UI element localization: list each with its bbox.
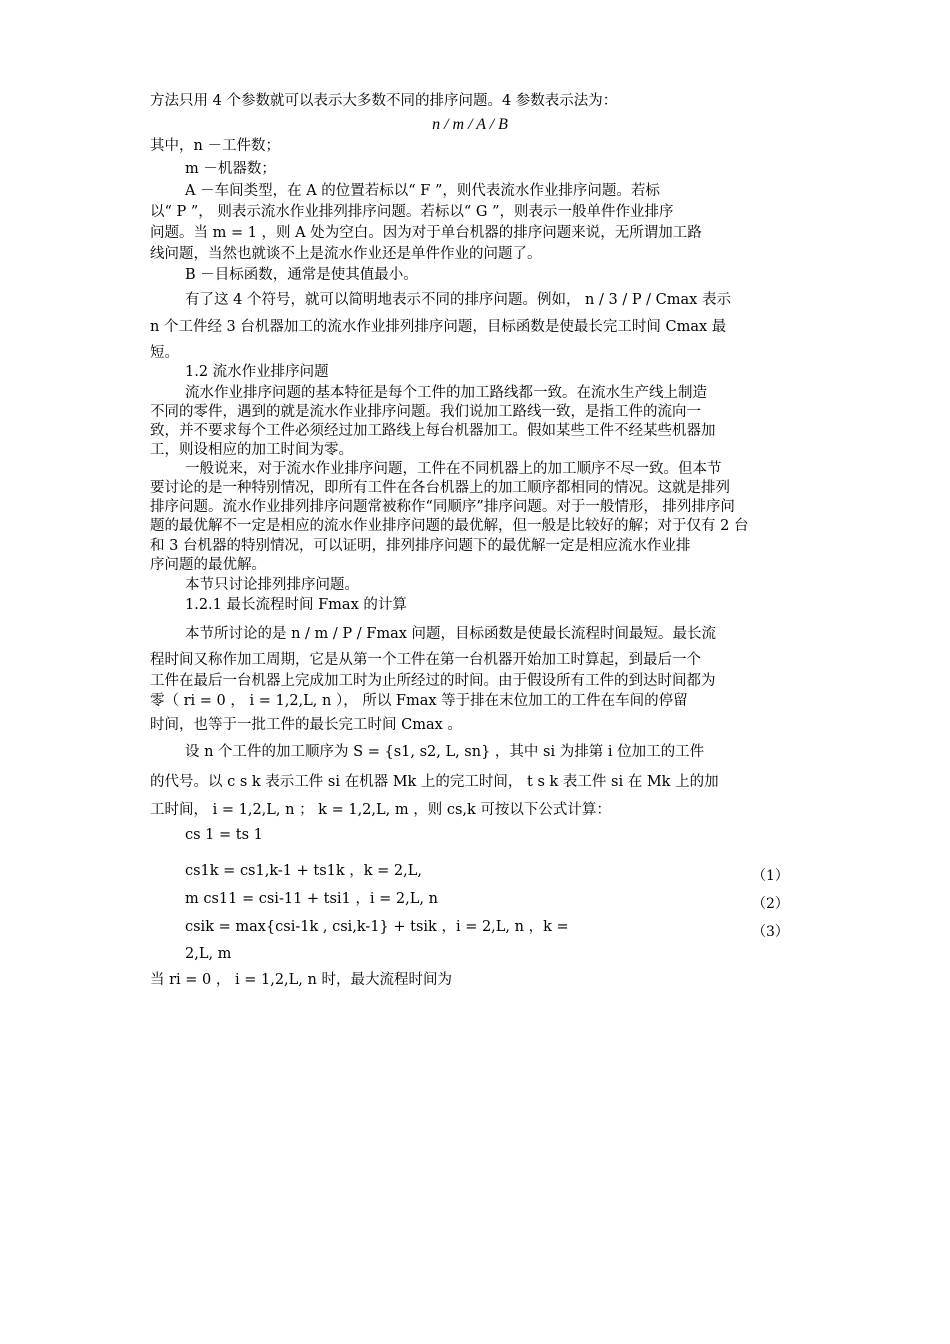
text-line: 时间，也等于一批工件的最长完工时间 Cmax 。: [150, 717, 462, 733]
text-line: 当 ri = 0 ， i = 1,2,L, n 时，最大流程时间为: [150, 972, 452, 988]
text-line: 其中，n －工件数；: [150, 138, 280, 154]
equation-number: （1）: [752, 868, 789, 884]
text-line: 1.2 流水作业排序问题: [185, 364, 329, 380]
text-line: 题的最优解不一定是相应的流水作业排序问题的最优解，但一般是比较好的解；对于仅有 2 台: [150, 518, 749, 534]
text-line: 序问题的最优解。: [150, 557, 266, 573]
text-line: 本节只讨论排列排序问题。: [185, 577, 359, 593]
text-line: n 个工件经 3 台机器加工的流水作业排列排序问题，目标函数是使最长完工时间 Cmax 最: [150, 319, 727, 335]
text-line: 不同的零件，遇到的就是流水作业排序问题。我们说加工路线一致，是指工件的流向一: [150, 404, 701, 420]
text-line: m cs11 = csi-11 + tsi1 ，i = 2,L, n: [185, 891, 438, 907]
text-line: cs 1 = ts 1: [185, 827, 263, 843]
text-line: 零（ ri = 0 ， i = 1,2,L, n ）， 所以 Fmax 等于排在末位加工的工件在车间的停留: [150, 693, 688, 709]
equation-number: （3）: [752, 924, 789, 940]
text-line: 的代号。以 c s k 表示工件 si 在机器 Mk 上的完工时间， t s k 表工件 si 在 Mk 上的加: [150, 774, 719, 790]
text-line: 问题。当 m = 1 ，则 A 处为空白。因为对于单台机器的排序问题来说，无所谓加工路: [150, 225, 702, 241]
text-line: 线问题，当然也就谈不上是流水作业还是单件作业的问题了。: [150, 246, 542, 262]
text-line: 有了这 4 个符号，就可以简明地表示不同的排序问题。例如， n / 3 / P / Cmax 表示: [185, 292, 731, 308]
text-line: 流水作业排序问题的基本特征是每个工件的加工路线都一致。在流水生产线上制造: [185, 385, 707, 401]
text-line: 工件在最后一台机器上完成加工时为止所经过的时间。由于假设所有工件的到达时间都为: [150, 673, 716, 689]
text-line: 以“ P ”， 则表示流水作业排列排序问题。若标以“ G ”，则表示一般单件作业排序: [150, 204, 674, 220]
text-line: 短。: [150, 345, 179, 361]
text-line: 本节所讨论的是 n / m / P / Fmax 问题，目标函数是使最长流程时间最短。最长流: [185, 626, 717, 642]
equation-number: （2）: [752, 896, 789, 912]
text-line: 方法只用 4 个参数就可以表示大多数不同的排序问题。4 参数表示法为：: [150, 93, 618, 109]
text-line: 1.2.1 最长流程时间 Fmax 的计算: [185, 597, 407, 613]
text-line: 致，并不要求每个工件必须经过加工路线上每台机器加工。假如某些工件不经某些机器加: [150, 423, 716, 439]
text-line: B －目标函数，通常是使其值最小。: [185, 267, 418, 283]
text-line: 2,L, m: [185, 946, 232, 962]
text-line: 程时间又称作加工周期，它是从第一个工件在第一台机器开始加工时算起，到最后一个: [150, 652, 701, 668]
text-line: A －车间类型，在 A 的位置若标以“ F ”，则代表流水作业排序问题。若标: [185, 183, 660, 199]
text-line: csik = max{csi-1k , csi,k-1} + tsik ，i = 2,L, n ，k =: [185, 919, 569, 935]
text-line: 排序问题。流水作业排列排序问题常被称作“同顺序”排序问题。对于一般情形， 排列排序问: [150, 499, 735, 515]
text-line: 和 3 台机器的特别情况，可以证明，排列排序问题下的最优解一定是相应流水作业排: [150, 538, 691, 554]
text-line: m －机器数；: [185, 161, 276, 177]
text-line: n / m / A / B: [432, 116, 508, 133]
text-line: 工，则设相应的加工时间为零。: [150, 442, 353, 458]
text-line: 工时间， i = 1,2,L, n ； k = 1,2,L, m ，则 cs,k 可按以下公式计算：: [150, 802, 611, 818]
text-line: cs1k = cs1,k-1 + ts1k ，k = 2,L,: [185, 863, 422, 879]
text-line: 设 n 个工件的加工顺序为 S = {s1, s2, L, sn} ，其中 si 为排第 i 位加工的工件: [185, 744, 705, 760]
text-line: 要讨论的是一种特别情况，即所有工件在各台机器上的加工顺序都相同的情况。这就是排列: [150, 480, 730, 496]
text-line: 一般说来，对于流水作业排序问题，工件在不同机器上的加工顺序不尽一致。但本节: [185, 461, 722, 477]
